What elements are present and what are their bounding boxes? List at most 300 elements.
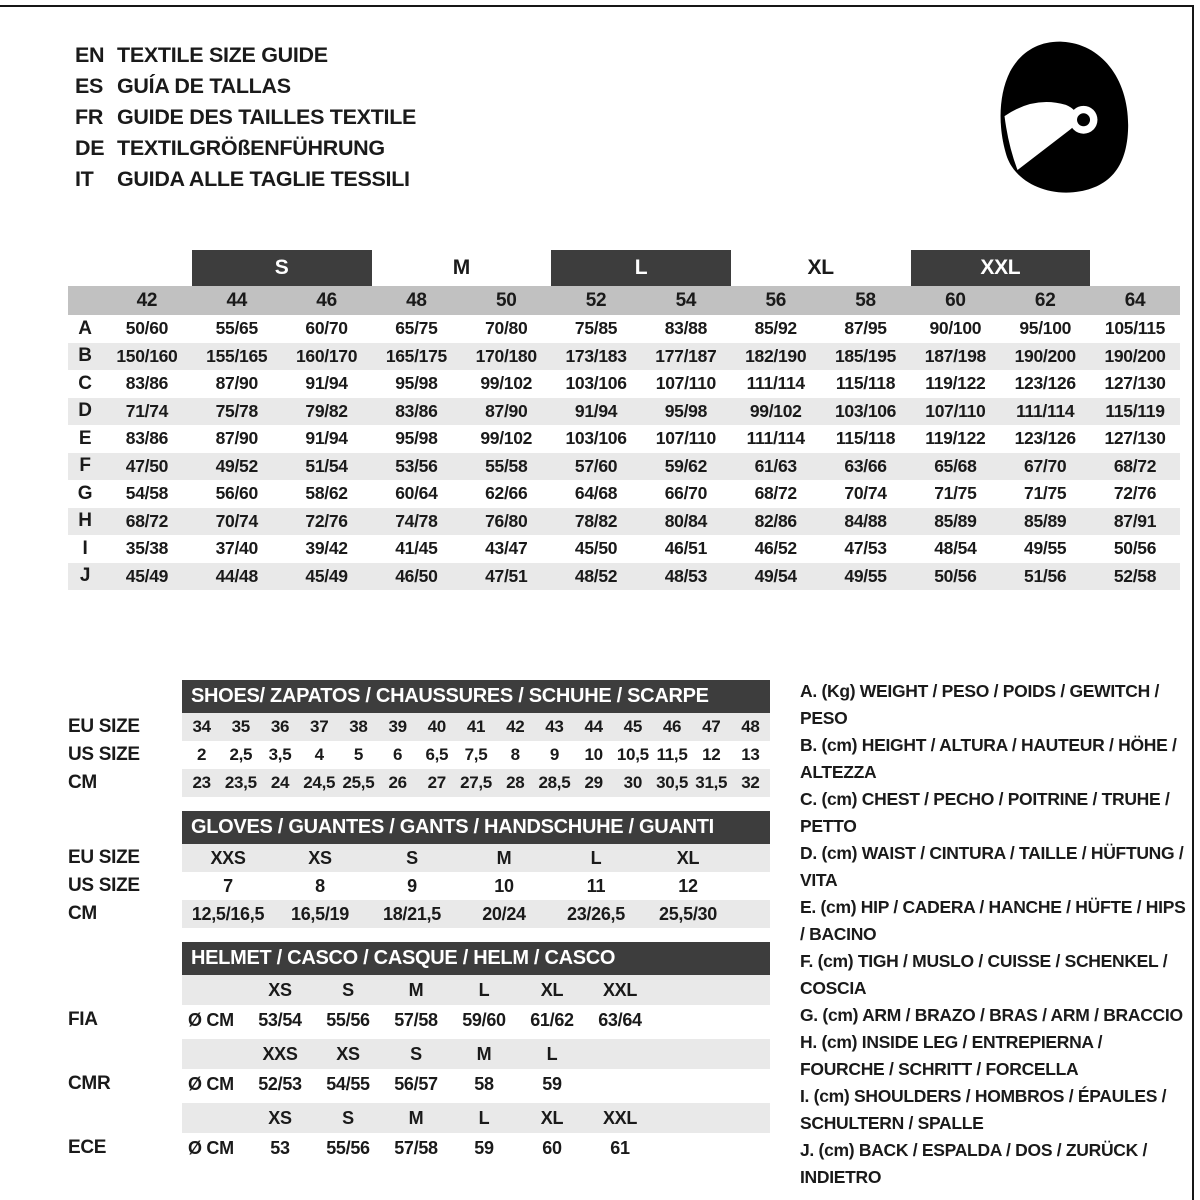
helmet-sizes-row [68,1039,770,1069]
measurement-value: 48/53 [664,565,708,586]
legend-item-h: H. (cm) INSIDE LEG / ENTREPIERNA / FOURCHE / SCHRITT / FORCELLA [800,1032,1103,1079]
gloves-row-us-size [68,872,770,900]
measurement-value: 66/70 [664,483,708,504]
helmet-block-ece [68,1103,770,1163]
measurement-value: 65/68 [934,455,977,476]
size-value: M [496,847,512,868]
language-row-de [75,133,416,164]
measurement-value: 46/51 [664,538,708,559]
textile-size-table [68,250,1180,590]
size-value: 39 [388,717,407,736]
measurement-value: 123/126 [1014,428,1076,449]
helmet-values-row [68,1069,770,1099]
measurement-value: 107/110 [925,400,986,421]
shoes-section [68,680,770,797]
language-row-es [75,71,416,102]
shoes-row-eu-size [68,713,770,741]
measurement-value: 82/86 [754,510,797,531]
helmet-size: S [410,1043,422,1064]
measurement-value: 87/91 [1113,510,1157,531]
measurement-value: 99/102 [480,428,533,449]
measurement-value: 49/52 [215,455,258,476]
measurement-value: 50/56 [1113,538,1157,559]
size-value: 29 [584,773,603,792]
size-value: 27,5 [460,773,492,792]
measurement-value: 75/78 [215,400,258,421]
helmet-value: 61 [610,1137,630,1158]
measurement-value: 95/98 [395,373,438,394]
measurement-row-c [68,370,1180,398]
standard-label: CMR [68,1073,111,1094]
row-letter: G [77,482,93,504]
size-band-xl: XL [807,256,834,279]
size-value: 43 [545,717,564,736]
measurement-value: 50/56 [934,565,977,586]
size-band-xxl: XXL [911,250,1091,286]
size-value: 9 [407,875,417,896]
row-body [182,1103,770,1133]
measurement-value: 71/74 [125,400,169,421]
diameter-label: Ø CM [188,1137,234,1158]
size-value: 24,5 [303,773,336,792]
language-label: TEXTILE SIZE GUIDE [117,43,328,67]
language-code: ES [75,74,104,98]
gloves-row-cm [68,900,770,928]
size-value: 8 [315,875,325,896]
row-body [182,769,770,797]
size-value: 11 [586,875,606,896]
diameter-label: Ø CM [188,1073,234,1094]
helmet-value: 52/53 [258,1073,302,1094]
legend-list [800,678,1188,1191]
size-value: 42 [506,717,525,736]
measurement-value: 85/89 [934,510,977,531]
gloves-section-header: GLOVES / GUANTES / GANTS / HANDSCHUHE / GUANTI [182,811,770,844]
measurement-value: 115/118 [835,373,896,394]
size-value: XXS [210,847,246,868]
size-column-58: 58 [855,289,876,311]
size-value: 9 [549,745,559,764]
measurement-value: 107/110 [655,428,716,449]
row-body [182,1039,770,1069]
measurement-value: 72/76 [305,510,348,531]
measurement-value: 68/72 [125,510,169,531]
size-value: 10,5 [616,745,649,764]
row-body [182,1069,770,1099]
measurement-value: 90/100 [929,318,982,339]
size-value: 23,5 [224,773,257,792]
shoes-section-header: SHOES/ ZAPATOS / CHAUSSURES / SCHUHE / SCARPE [182,680,770,713]
helmet-size: L [546,1043,558,1064]
measurement-value: 115/119 [1105,400,1165,421]
measurement-value: 74/78 [395,510,438,531]
size-value: L [590,847,602,868]
helmet-value: 58 [474,1073,494,1094]
row-body [182,1133,770,1163]
helmet-size: XXL [602,1107,638,1128]
size-value: 28 [506,773,525,792]
size-band-row [68,250,1180,286]
helmet-size: S [342,979,354,1000]
shoes-rows [68,713,770,797]
helmet-value: 61/62 [530,1009,574,1030]
helmet-block-cmr [68,1039,770,1099]
helmet-size: XXL [602,979,638,1000]
measurement-value: 83/86 [125,428,169,449]
measurement-value: 103/106 [834,400,897,421]
measurement-value: 48/54 [934,538,977,559]
measurement-value: 50/60 [125,318,169,339]
helmet-value: 59 [474,1137,494,1158]
size-value: 23/26,5 [567,903,625,924]
measurement-value: 123/126 [1014,373,1076,394]
row-body [182,741,770,769]
gloves-row-eu-size [68,844,770,872]
measurement-value: 107/110 [655,373,716,394]
measurement-rows [68,315,1180,590]
measurement-value: 56/60 [215,483,258,504]
measurement-row-e [68,425,1180,453]
helmet-size: XL [540,1107,564,1128]
size-value: 5 [353,745,363,764]
size-value: 4 [314,745,324,764]
measurement-value: 105/115 [1104,318,1166,339]
size-value: 40 [427,717,446,736]
measurement-value: 49/54 [754,565,797,586]
legend-item-d: D. (cm) WAIST / CINTURA / TAILLE / HÜFTUNG / VITA [800,843,1184,890]
size-value: 32 [741,773,760,792]
helmet-value: 55/56 [326,1009,370,1030]
size-value: 24 [270,773,290,792]
legend-item-c: C. (cm) CHEST / PECHO / POITRINE / TRUHE / PETTO [800,789,1170,836]
size-band-s: S [192,250,372,286]
measurement-value: 91/94 [305,428,348,449]
gloves-rows [68,844,770,928]
measurement-value: 68/72 [754,483,797,504]
measurement-value: 190/200 [1014,345,1076,366]
gloves-section [68,811,770,928]
size-value: 36 [270,717,290,736]
language-label: TEXTILGRÖßENFÜHRUNG [117,136,385,160]
helmet-values-row [68,1133,770,1163]
legend-item-a: A. (Kg) WEIGHT / PESO / POIDS / GEWITCH / PESO [800,681,1160,728]
diameter-label: Ø CM [188,1009,234,1030]
language-label: GUÍA DE TALLAS [117,74,291,98]
row-letter: A [78,317,92,339]
language-row-en [75,40,416,71]
size-value: 18/21,5 [383,903,441,924]
measurement-value: 115/118 [835,428,896,449]
standard-label: ECE [68,1137,107,1158]
size-value: 2 [197,745,207,764]
row-letter: E [78,427,92,449]
helmet-value: 59/60 [462,1009,506,1030]
size-value: 48 [741,717,760,736]
measurement-value: 103/106 [565,428,627,449]
measurement-value: 65/75 [395,318,438,339]
size-value: 47 [702,717,721,736]
size-column-44: 44 [226,289,248,311]
measurement-row-j [68,563,1180,591]
size-value: 8 [510,745,520,764]
helmet-values-row [68,1005,770,1035]
measurement-value: 111/114 [746,373,805,394]
measurement-row-i [68,535,1180,563]
measurement-value: 83/88 [664,318,708,339]
measurement-row-a [68,315,1180,343]
row-label: US SIZE [68,744,140,765]
lower-sections [68,680,770,1177]
size-value: 23 [192,773,211,792]
measurement-value: 155/165 [206,345,268,366]
row-label: EU SIZE [68,847,140,868]
shoes-row-us-size [68,741,770,769]
measurement-value: 83/86 [395,400,438,421]
size-value: 38 [349,717,368,736]
row-body [182,713,770,741]
measurement-value: 99/102 [480,373,533,394]
measurement-value: 84/88 [844,510,887,531]
size-value: 27 [427,773,446,792]
helmet-size: L [478,979,490,1000]
measurement-value: 103/106 [565,373,627,394]
measurement-row-h [68,508,1180,536]
size-value: 37 [310,717,329,736]
measurement-value: 68/72 [1113,455,1157,476]
measurement-value: 47/51 [485,565,528,586]
measurement-value: 35/38 [125,538,169,559]
legend-item-g: G. (cm) ARM / BRAZO / BRAS / ARM / BRACCIO [800,1005,1183,1025]
helmet-value: 59 [542,1073,562,1094]
row-body [182,900,770,928]
size-value: 31,5 [695,773,728,792]
measurement-value: 170/180 [475,345,537,366]
measurement-value: 46/50 [395,565,438,586]
measurement-value: 95/100 [1019,318,1072,339]
measurement-value: 47/53 [844,538,887,559]
size-value: 46 [662,717,682,736]
size-value: 26 [388,773,407,792]
row-label: CM [68,903,97,924]
size-value: 30 [623,773,642,792]
measurement-value: 165/175 [385,345,447,366]
measurement-value: 95/98 [664,400,708,421]
measurement-value: 87/90 [485,400,528,421]
helmet-size: S [342,1107,354,1128]
helmet-size: L [478,1107,490,1128]
legend-item-j: J. (cm) BACK / ESPALDA / DOS / ZURÜCK / INDIETRO [800,1140,1148,1187]
size-value: 10 [494,875,514,896]
size-value: 13 [741,745,760,764]
measurement-value: 39/42 [305,538,348,559]
size-value: 3,5 [268,745,292,764]
measurement-value: 43/47 [485,538,528,559]
helmet-size: XS [268,979,292,1000]
language-row-it [75,164,416,195]
size-value: XL [676,847,700,868]
row-body [182,872,770,900]
helmet-section [68,942,770,1163]
measurement-value: 95/98 [395,428,438,449]
measurement-value: 190/200 [1104,345,1166,366]
measurement-value: 46/52 [754,538,797,559]
racing-helmet-icon [985,38,1130,196]
helmet-sizes-row [68,1103,770,1133]
helmet-value: 53 [270,1137,290,1158]
measurement-value: 79/82 [305,400,348,421]
language-list [75,40,416,195]
measurement-value: 71/75 [1024,483,1067,504]
helmet-size: XL [540,979,564,1000]
size-column-48: 48 [406,289,427,311]
measurement-value: 99/102 [749,400,802,421]
measurement-value: 51/54 [305,455,348,476]
measurement-value: 55/58 [485,455,528,476]
measurement-value: 37/40 [215,538,258,559]
row-letter: F [79,455,91,477]
row-letter: D [78,400,92,422]
size-value: 41 [466,717,486,736]
size-value: 34 [192,717,211,736]
size-value: 11,5 [656,745,688,764]
helmet-value: 60 [542,1137,562,1158]
measurement-value: 182/190 [745,345,807,366]
measurement-value: 51/56 [1024,565,1067,586]
measurement-value: 72/76 [1113,483,1157,504]
measurement-value: 44/48 [215,565,258,586]
measurement-value: 78/82 [574,510,618,531]
size-value: 45 [623,717,642,736]
measurement-value: 76/80 [485,510,528,531]
page-border-right [1192,5,1194,1200]
helmet-sizes-row [68,975,770,1005]
size-value: 20/24 [482,903,526,924]
measurement-value: 187/198 [924,345,986,366]
row-label: CM [68,772,97,793]
size-column-62: 62 [1034,289,1056,311]
language-label: GUIDA ALLE TAGLIE TESSILI [117,167,410,191]
measurement-value: 60/64 [395,483,438,504]
spacer [1090,250,1180,286]
size-value: 6 [393,745,403,764]
measurement-value: 87/90 [215,428,258,449]
size-column-60: 60 [945,289,966,311]
legend-item-f: F. (cm) TIGH / MUSLO / CUISSE / SCHENKEL / COSCIA [800,951,1168,998]
size-value: 12,5/16,5 [191,903,265,924]
measurement-value: 41/45 [395,538,438,559]
size-value: 7,5 [464,745,488,764]
size-value: 35 [231,717,250,736]
size-value: 12 [702,745,721,764]
helmet-size: M [408,979,424,1000]
helmet-size: M [476,1043,492,1064]
measurement-value: 87/95 [844,318,887,339]
helmet-size: XS [268,1107,292,1128]
legend-item-i: I. (cm) SHOULDERS / HOMBROS / ÉPAULES / SCHULTERN / SPALLE [800,1086,1167,1133]
size-column-50: 50 [495,289,517,311]
size-column-56: 56 [765,289,786,311]
helmet-value: 55/56 [326,1137,370,1158]
helmet-size: M [408,1107,424,1128]
language-code: FR [75,105,104,129]
size-value: 12 [678,875,698,896]
language-label: GUIDE DES TAILLES TEXTILE [117,105,417,129]
size-column-54: 54 [675,289,697,311]
measurement-row-d [68,398,1180,426]
measurement-value: 45/50 [574,538,618,559]
row-label: US SIZE [68,875,140,896]
language-code: EN [75,43,105,67]
size-value: 44 [584,717,603,736]
measurement-value: 91/94 [574,400,618,421]
measurement-value: 55/65 [215,318,258,339]
size-column-46: 46 [316,289,337,311]
size-band-l: L [551,250,731,286]
size-value: 25,5/30 [659,903,717,924]
helmet-value: 53/54 [258,1009,302,1030]
measurement-value: 70/80 [485,318,528,339]
size-number-row [68,286,1180,315]
measurement-value: 67/70 [1024,455,1067,476]
language-code: IT [75,167,94,191]
helmet-section-header: HELMET / CASCO / CASQUE / HELM / CASCO [182,942,770,975]
measurement-value: 45/49 [125,565,169,586]
size-value: 30,5 [656,773,688,792]
measurement-value: 61/63 [754,455,797,476]
size-value: 7 [223,875,233,896]
measurement-value: 60/70 [305,318,348,339]
measurement-value: 111/114 [746,428,805,449]
size-value: 28,5 [538,773,571,792]
helmet-value: 57/58 [394,1137,438,1158]
measurement-value: 52/58 [1113,565,1157,586]
measurement-value: 150/160 [116,345,178,366]
spacer [102,250,192,286]
page-border-top [0,5,1193,7]
shoes-row-cm [68,769,770,797]
measurement-value: 45/49 [305,565,348,586]
size-value: 25,5 [342,773,375,792]
measurement-value: 64/68 [574,483,618,504]
measurement-value: 119/122 [925,428,986,449]
helmet-size: XXS [262,1043,298,1064]
size-column-52: 52 [585,289,607,311]
row-letter: I [82,537,88,559]
measurement-value: 75/85 [574,318,618,339]
size-value: 6,5 [425,745,449,764]
size-value: 10 [584,745,603,764]
measurement-row-f [68,453,1180,481]
row-letter: H [78,510,92,532]
row-label: EU SIZE [68,716,140,737]
measurement-value: 70/74 [215,510,258,531]
legend-item-b: B. (cm) HEIGHT / ALTURA / HAUTEUR / HÖHE / ALTEZZA [800,735,1177,782]
row-letter: J [79,565,91,587]
measurement-value: 63/66 [844,455,887,476]
measurement-value: 83/86 [125,373,169,394]
measurement-value: 47/50 [125,455,169,476]
measurement-value: 49/55 [1024,538,1067,559]
language-code: DE [75,136,105,160]
measurement-value: 58/62 [305,483,348,504]
measurement-value: 57/60 [574,455,618,476]
measurement-value: 53/56 [395,455,438,476]
measurement-value: 62/66 [485,483,528,504]
measurement-value: 87/90 [215,373,258,394]
measurement-value: 49/55 [844,565,887,586]
row-body [182,1005,770,1035]
measurement-value: 85/89 [1024,510,1067,531]
